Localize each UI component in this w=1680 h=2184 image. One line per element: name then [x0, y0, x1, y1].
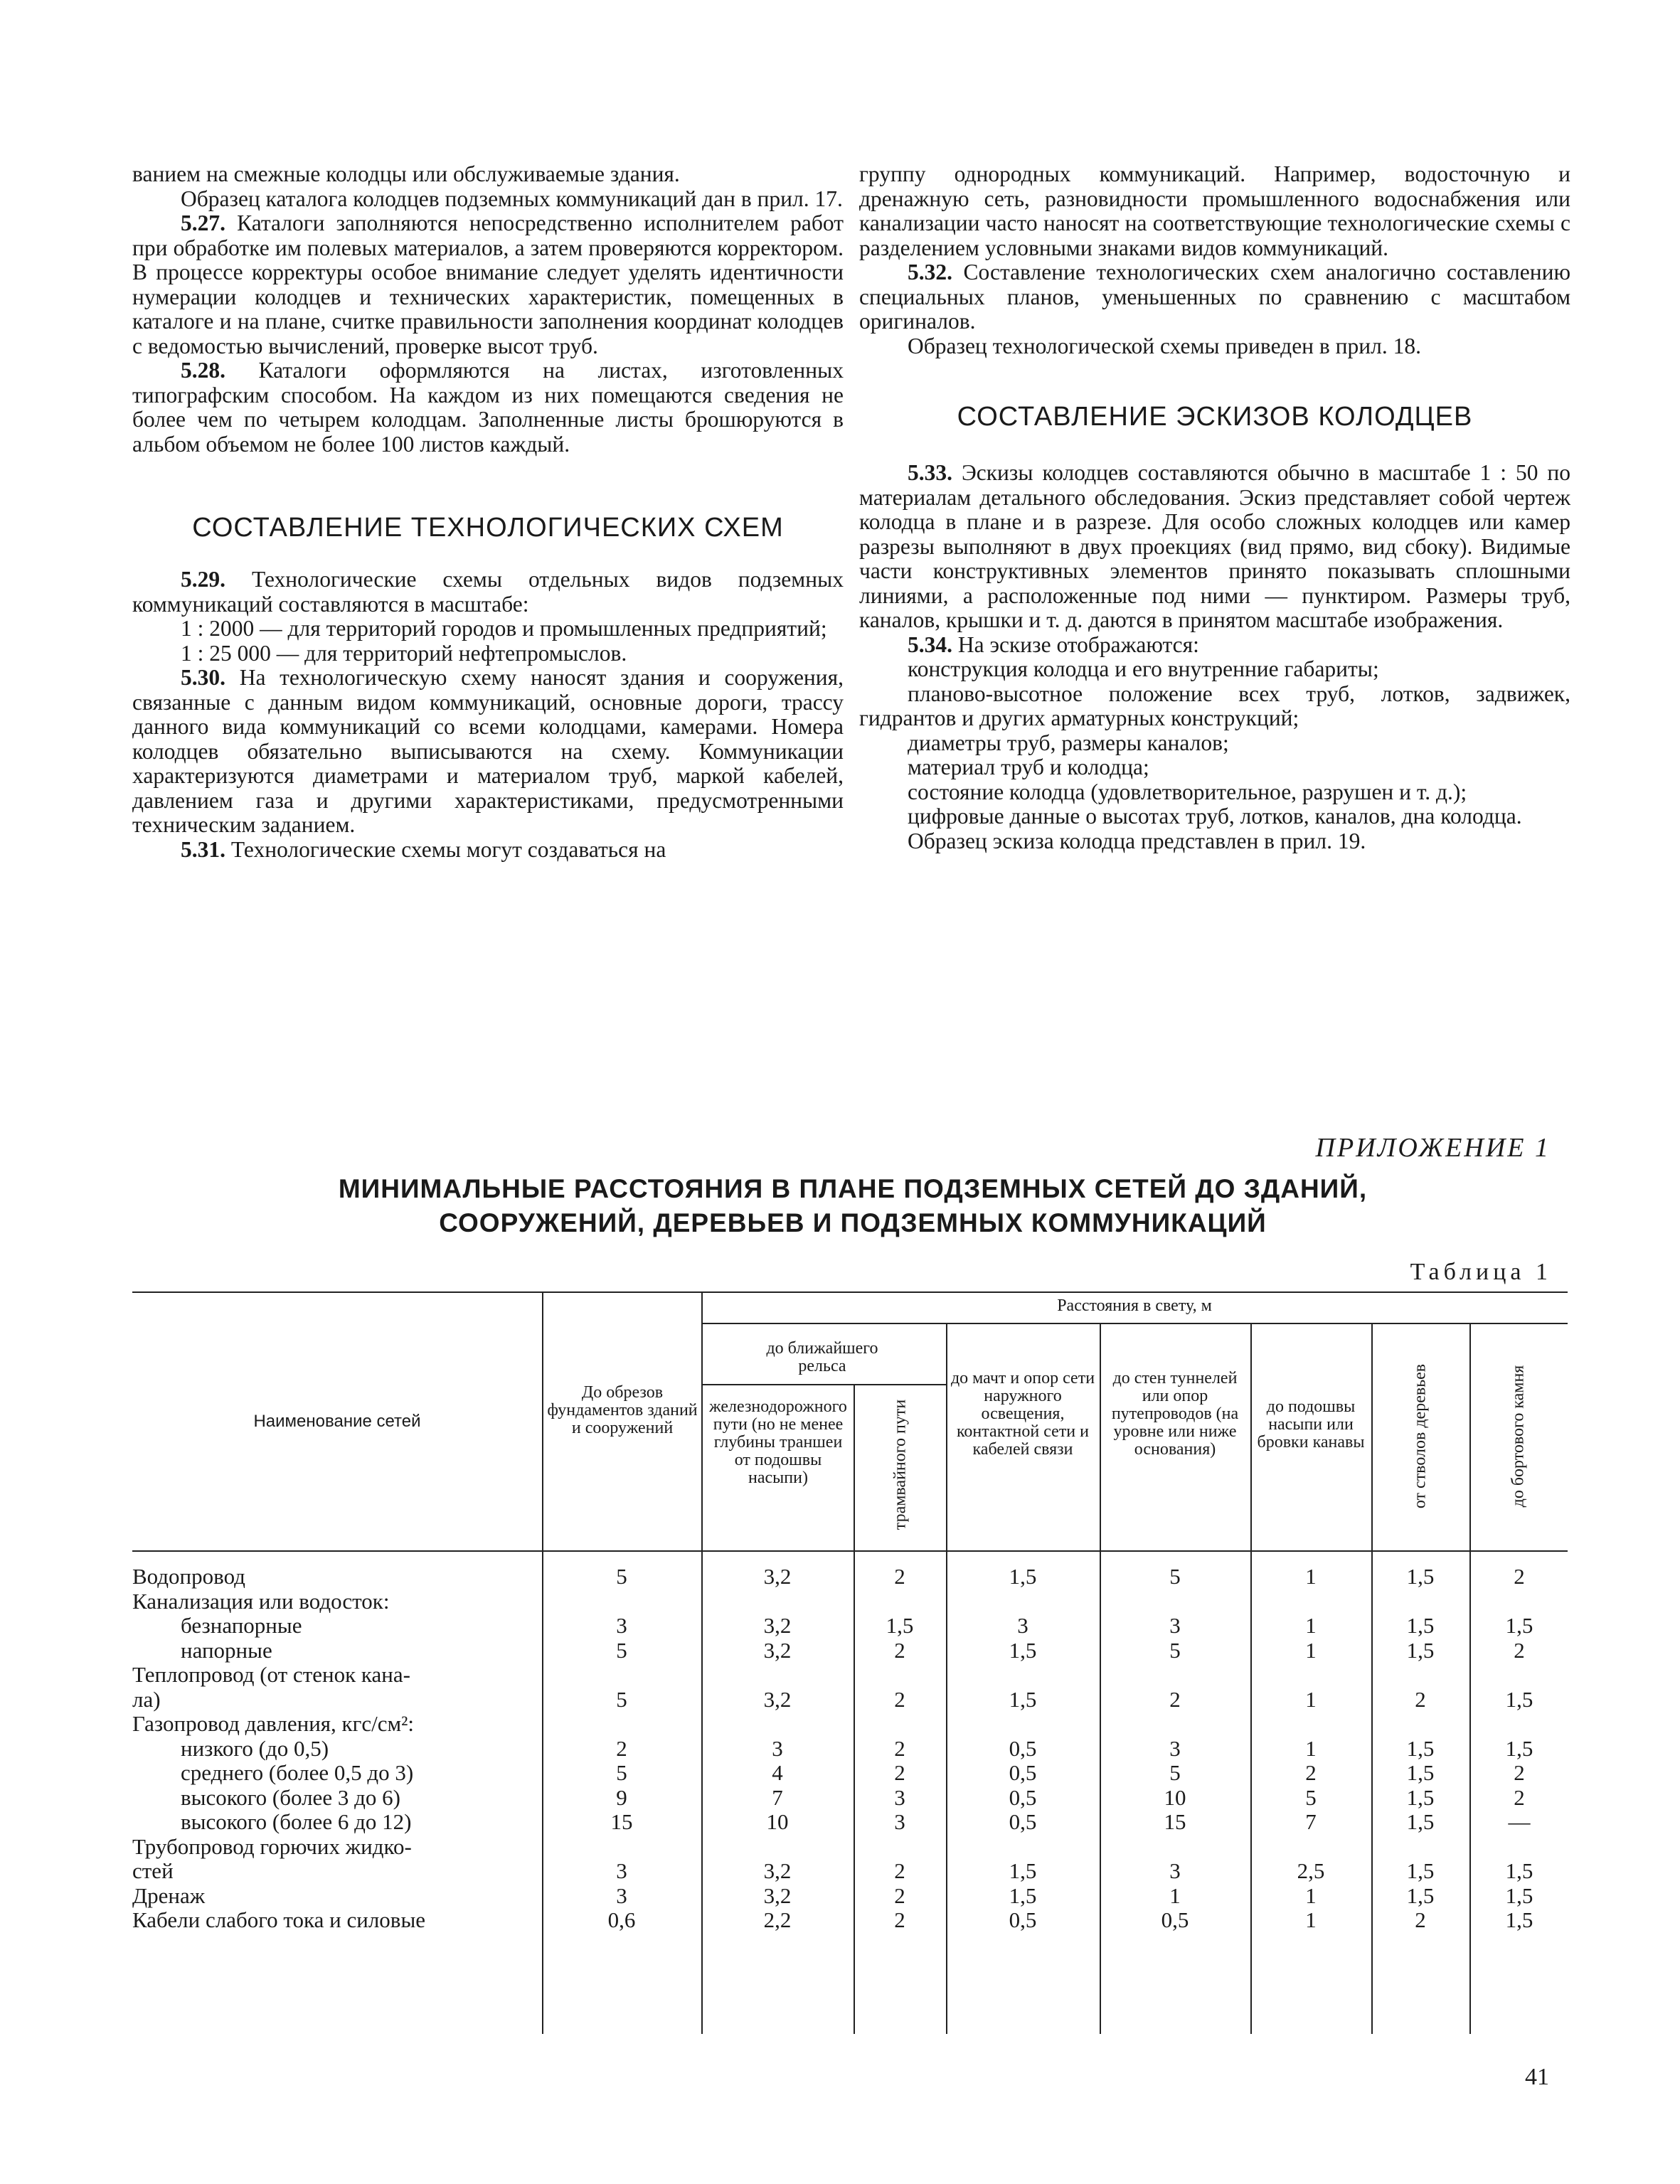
table-row-name: напорные — [181, 1637, 272, 1663]
table-cell: 9 — [616, 1784, 627, 1810]
table-rule — [701, 1384, 946, 1385]
header-tunnels: до стен туннелей или опор путепроводов (на уровне или ниже основания) — [1111, 1369, 1239, 1459]
list-item: цифровые данные о высотах труб, лотков, каналов, дна колодца. — [908, 804, 1522, 829]
table-cell: 10 — [766, 1809, 789, 1834]
paragraph — [132, 838, 844, 863]
table-cell: 15 — [610, 1809, 633, 1834]
table-cell: 3 — [894, 1784, 905, 1810]
appendix-title-line: СООРУЖЕНИЙ, ДЕРЕВЬЕВ И ПОДЗЕМНЫХ КОММУНИКАЦИЙ — [439, 1208, 1267, 1237]
paragraph: 1 : 2000 — для территорий городов и промышленных предприятий; — [181, 616, 827, 641]
table-row-name: высокого (более 6 до 12) — [181, 1809, 412, 1834]
paragraph: 1 : 25 000 — для территорий нефтепромыслов. — [181, 640, 627, 666]
table-cell: 5 — [1169, 1564, 1181, 1589]
table-cell: 1,5 — [1406, 1564, 1435, 1589]
header-foundation: До обрезов фундаментов зданий и сооружений — [547, 1383, 698, 1437]
clause-number: 5.29. — [181, 567, 225, 592]
appendix-label: ПРИЛОЖЕНИЕ 1 — [1315, 1133, 1551, 1163]
table-cell: 2 — [616, 1735, 627, 1761]
table-label: Таблица 1 — [1410, 1259, 1552, 1285]
table-rule — [132, 1550, 1568, 1552]
table-row-name: Кабели слабого тока и силовые — [132, 1907, 426, 1932]
clause-number: 5.32. — [908, 260, 952, 284]
table-cell: 15 — [1164, 1809, 1186, 1834]
table-row-name: Теплопровод (от стенок кана- — [132, 1662, 410, 1687]
table-cell: 10 — [1164, 1784, 1186, 1810]
table-cell: 3 — [616, 1858, 627, 1883]
table-cell: 2 — [1514, 1784, 1525, 1810]
table-cell: 1,5 — [1505, 1686, 1533, 1712]
table-cell: 1 — [1305, 1686, 1317, 1712]
table-cell: 1 — [1305, 1637, 1317, 1663]
table-rule — [1100, 1323, 1101, 2034]
header-embankment: до подошвы насыпи или бровки канавы — [1257, 1397, 1365, 1451]
clause-text: Каталоги оформляются на листах, изготовленных типографским способом. На каждом из них помещаются сведения не более чем по четырем колодцам. Заполненные листы брошюруются в альбом объемом не более 100 листов каждый. — [132, 358, 844, 457]
paragraph — [132, 211, 844, 358]
table-cell: 5 — [616, 1760, 627, 1785]
table-cell: 2 — [1305, 1760, 1317, 1785]
clause-text: На технологическую схему наносят здания и сооружения, связанные с данным видом коммуникаций, основные дороги, трассу данного вида коммуникаций со всеми колодцами, камерами. Номера колодцев обязательно выписываются на схему. Коммуникации характеризуются диаметрами и материалом труб, маркой кабелей, давлением газа и другими характеристиками, предусмотренными техническим заданием. — [132, 665, 844, 837]
table-rule — [132, 1291, 1568, 1293]
table-cell: 3 — [1169, 1858, 1181, 1883]
table-cell: 2 — [1514, 1637, 1525, 1663]
table-cell: 7 — [772, 1784, 783, 1810]
table-cell: 2 — [894, 1760, 905, 1785]
table-cell: 3 — [616, 1882, 627, 1908]
table-cell: 1,5 — [1406, 1637, 1435, 1663]
paragraph — [859, 260, 1570, 334]
table-row-name: Канализация или водосток: — [132, 1588, 390, 1614]
table-cell: 1,5 — [1009, 1858, 1037, 1883]
appendix-title — [132, 1172, 1573, 1240]
section-heading: СОСТАВЛЕНИЕ ЭСКИЗОВ КОЛОДЦЕВ — [957, 402, 1473, 432]
table-cell: 2 — [894, 1637, 905, 1663]
clause-number: 5.27. — [181, 211, 225, 235]
table-cell: 2 — [894, 1882, 905, 1908]
table-cell: 1,5 — [1009, 1637, 1037, 1663]
table-rule — [854, 1384, 855, 2034]
list-item: планово-высотное положение всех труб, лотков, задвижек, гидрантов и других арматурных конструкций; — [859, 681, 1570, 730]
right-column — [859, 162, 1570, 853]
table-cell: 3,2 — [763, 1564, 792, 1589]
table-cell: 1,5 — [886, 1613, 914, 1638]
paragraph — [859, 633, 1570, 658]
table-cell: 1,5 — [1009, 1686, 1037, 1712]
paragraph: группу однородных коммуникаций. Например, водосточную и дренажную сеть, разновидности промышленного водоснабжения или канализации часто наносят на соответствующие технологические схемы с разделением условными знаками видов коммуникаций. — [859, 161, 1570, 260]
table-cell: 2 — [894, 1858, 905, 1883]
table-cell: 1 — [1305, 1882, 1317, 1908]
clause-number: 5.33. — [908, 460, 952, 485]
table-cell: 2,5 — [1297, 1858, 1325, 1883]
list-item: состояние колодца (удовлетворительное, разрушен и т. д.); — [908, 779, 1467, 804]
paragraph — [132, 358, 844, 457]
list-item: диаметры труб, размеры каналов; — [908, 730, 1229, 755]
table-row-name: ла) — [132, 1686, 161, 1712]
table-cell: 3 — [772, 1735, 783, 1761]
table-cell: 3 — [1169, 1613, 1181, 1638]
table-cell: 2 — [1415, 1907, 1426, 1932]
table-cell: 2 — [894, 1735, 905, 1761]
table-cell: 5 — [616, 1564, 627, 1589]
header-masts: до мачт и опор сети наружного освещения, контактной сети и кабелей связи — [950, 1369, 1095, 1459]
table-cell: 3,2 — [763, 1882, 792, 1908]
table-cell: 1,5 — [1406, 1784, 1435, 1810]
table-cell: 1 — [1305, 1907, 1317, 1932]
page-number: 41 — [1525, 2064, 1549, 2090]
table-cell: 5 — [616, 1686, 627, 1712]
table-cell: 3,2 — [763, 1686, 792, 1712]
paragraph: Образец эскиза колодца представлен в прил. 19. — [908, 828, 1366, 853]
paragraph: Образец технологической схемы приведен в прил. 18. — [908, 333, 1421, 358]
clause-number: 5.30. — [181, 665, 225, 690]
table-cell: 7 — [1305, 1809, 1317, 1834]
table-rule — [701, 1323, 1568, 1324]
paragraph: ванием на смежные колодцы или обслуживаемые здания. — [132, 161, 680, 186]
table-cell: 0,5 — [1009, 1760, 1037, 1785]
clause-text: На эскизе отображаются: — [957, 632, 1199, 657]
table-cell: 0,5 — [1161, 1907, 1189, 1932]
table-rule — [542, 1291, 543, 2034]
clause-number: 5.31. — [181, 836, 225, 862]
list-item: конструкция колодца и его внутренние габариты; — [908, 656, 1379, 681]
table-cell: 1 — [1305, 1735, 1317, 1761]
table-cell: — — [1508, 1809, 1531, 1834]
table-cell: 1,5 — [1406, 1882, 1435, 1908]
table-cell: 2 — [894, 1686, 905, 1712]
table-cell: 1,5 — [1505, 1907, 1533, 1932]
clause-number: 5.34. — [908, 632, 952, 657]
header-distances: Расстояния в свету, м — [1057, 1296, 1212, 1315]
table-cell: 3,2 — [763, 1613, 792, 1638]
appendix-title-line: МИНИМАЛЬНЫЕ РАССТОЯНИЯ В ПЛАНЕ ПОДЗЕМНЫХ СЕТЕЙ ДО ЗДАНИЙ, — [338, 1174, 1368, 1203]
table-cell: 0,5 — [1009, 1809, 1037, 1834]
table-rule — [1469, 1323, 1471, 2034]
table-cell: 0,5 — [1009, 1907, 1037, 1932]
table-cell: 5 — [616, 1637, 627, 1663]
table-row-name: Дренаж — [132, 1882, 206, 1908]
table-cell: 2 — [1514, 1564, 1525, 1589]
header-name: Наименование сетей — [253, 1412, 421, 1431]
table-rule — [1371, 1323, 1373, 2034]
clause-number: 5.28. — [181, 358, 225, 383]
table-rule — [701, 1291, 703, 2034]
table-row-name: низкого (до 0,5) — [181, 1735, 329, 1761]
table-cell: 3 — [1169, 1735, 1181, 1761]
table-cell: 1,5 — [1406, 1760, 1435, 1785]
header-tram: трамвайного пути — [890, 1399, 910, 1530]
table-cell: 2 — [894, 1564, 905, 1589]
table-cell: 3,2 — [763, 1637, 792, 1663]
table-cell: 1,5 — [1505, 1858, 1533, 1883]
table-cell: 3,2 — [763, 1858, 792, 1883]
table-cell: 2 — [1169, 1686, 1181, 1712]
clause-text: Составление технологических схем аналогично составлению специальных планов, уменьшенных по сравнению с масштабом оригиналов. — [859, 260, 1570, 334]
section-heading: СОСТАВЛЕНИЕ ТЕХНОЛОГИЧЕСКИХ СХЕМ — [192, 513, 784, 543]
header-trees: от стволов деревьев — [1410, 1363, 1430, 1509]
table-cell: 1 — [1305, 1564, 1317, 1589]
table-cell: 3 — [1017, 1613, 1028, 1638]
table-row-name: стей — [132, 1858, 174, 1883]
clause-text: Технологические схемы отдельных видов подземных коммуникаций составляются в масштабе: — [132, 567, 844, 617]
table-cell: 1,5 — [1406, 1858, 1435, 1883]
table-cell: 1,5 — [1406, 1735, 1435, 1761]
table-cell: 2,2 — [763, 1907, 792, 1932]
table-cell: 1,5 — [1009, 1564, 1037, 1589]
list-item: материал труб и колодца; — [908, 755, 1149, 779]
paragraph: Образец каталога колодцев подземных коммуникаций дан в прил. 17. — [181, 186, 843, 211]
header-railway: железнодорожного пути (но не менее глубины траншеи от подошвы насыпи) — [709, 1397, 847, 1487]
clause-text: Каталоги заполняются непосредственно исполнителем работ при обработке им полевых материалов, а затем проверяются корректором. В процессе корректуры особое внимание следует уделять идентичности нумерации колодцев и технических характеристик, помещенных в каталоге и на плане, считке правильности заполнения координат колодцев с ведомостью вычислений, проверке высот труб. — [132, 211, 844, 358]
table-cell: 0,5 — [1009, 1784, 1037, 1810]
left-column — [132, 162, 844, 862]
clause-text: Эскизы колодцев составляются обычно в масштабе 1 : 50 по материалам детального обследования. Эскиз представляет собой чертеж колодца в плане и в разрезе. Для особо сложных колодцев или камер разрезы выполняют в двух проекциях (вид прямо, вид сбоку). Видимые части конструктивных элементов принято показывать сплошными линиями, а расположенные под ними — пунктиром. Размеры труб, каналов, крышки и т. д. даются в принятом масштабе изображения. — [859, 460, 1571, 632]
table-row-name: высокого (более 3 до 6) — [181, 1784, 400, 1810]
header-curb: до бортового камня — [1509, 1365, 1528, 1508]
table-row-name: безнапорные — [181, 1613, 302, 1638]
table-cell: 2 — [894, 1907, 905, 1932]
table-cell: 1,5 — [1505, 1882, 1533, 1908]
paragraph — [132, 666, 844, 838]
table-cell: 2 — [1514, 1760, 1525, 1785]
table-cell: 5 — [1169, 1760, 1181, 1785]
table-row-name: Газопровод давления, кгс/см²: — [132, 1711, 414, 1736]
table-cell: 1,5 — [1505, 1735, 1533, 1761]
table-cell: 1,5 — [1406, 1809, 1435, 1834]
table-cell: 5 — [1305, 1784, 1317, 1810]
header-rail: до ближайшего рельса — [766, 1339, 878, 1375]
table-rule — [946, 1323, 947, 2034]
table-cell: 1,5 — [1505, 1613, 1533, 1638]
table-row-name: Трубопровод горючих жидко- — [132, 1833, 412, 1859]
paragraph — [859, 461, 1570, 633]
paragraph — [132, 568, 844, 617]
table-row-name: Водопровод — [132, 1564, 245, 1589]
table-cell: 1,5 — [1009, 1882, 1037, 1908]
table-cell: 3 — [616, 1613, 627, 1638]
table-cell: 3 — [894, 1809, 905, 1834]
table-row-name: среднего (более 0,5 до 3) — [181, 1760, 414, 1785]
clause-text: Технологические схемы могут создаваться на — [230, 836, 666, 862]
table-rule — [1250, 1323, 1252, 2034]
table-cell: 1,5 — [1406, 1613, 1435, 1638]
table-cell: 0,6 — [607, 1907, 636, 1932]
table-cell: 5 — [1169, 1637, 1181, 1663]
table-cell: 4 — [772, 1760, 783, 1785]
table-cell: 1 — [1169, 1882, 1181, 1908]
table-cell: 0,5 — [1009, 1735, 1037, 1761]
table-cell: 2 — [1415, 1686, 1426, 1712]
table-cell: 1 — [1305, 1613, 1317, 1638]
